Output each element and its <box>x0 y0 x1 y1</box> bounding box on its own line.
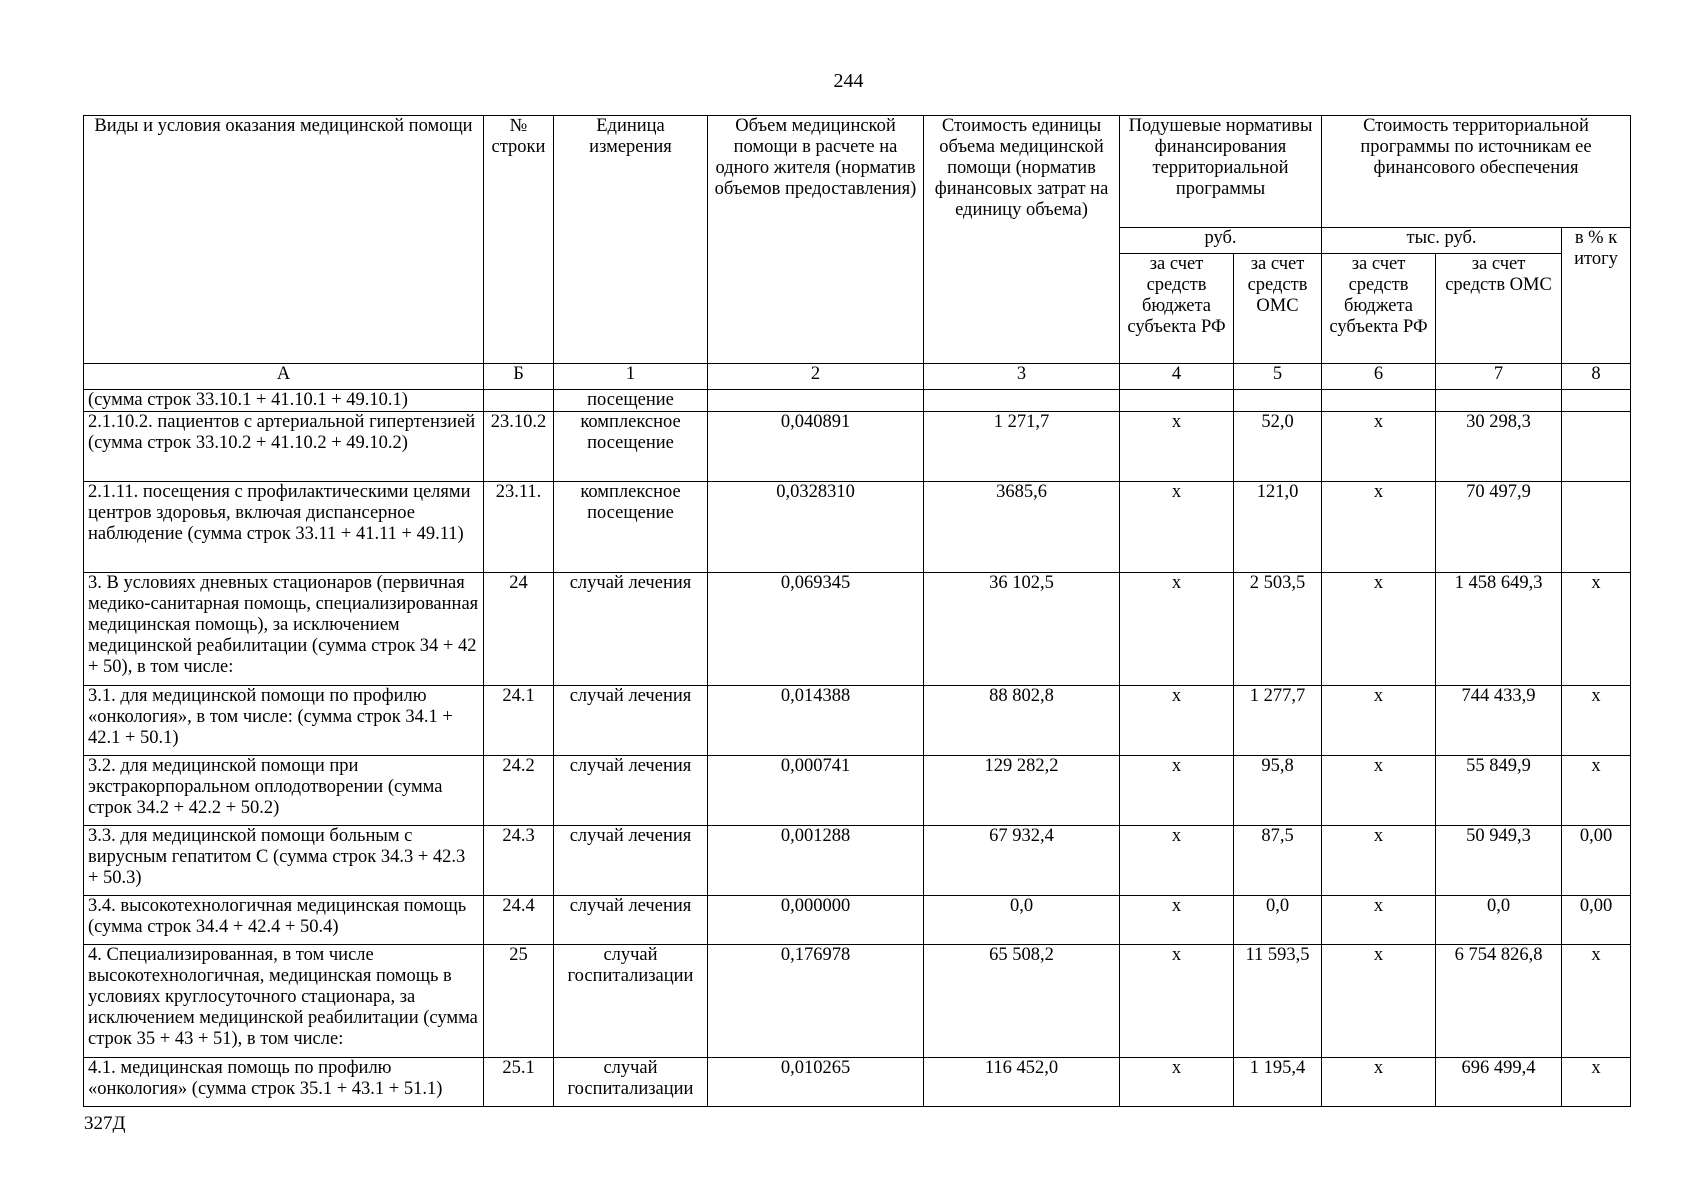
row-line: 24 <box>484 573 554 685</box>
row-unit: случай лечения <box>554 573 708 685</box>
row-col6: х <box>1322 685 1436 755</box>
row-col8: х <box>1562 755 1631 825</box>
header-oms-thous: за счет средств ОМС <box>1436 254 1562 364</box>
row-col5 <box>1234 390 1322 412</box>
row-col6: х <box>1322 412 1436 482</box>
row-col8: х <box>1562 573 1631 685</box>
row-name: 4.1. медицинская помощь по профилю «онкология» (сумма строк 35.1 + 43.1 + 51.1) <box>84 1057 484 1106</box>
row-name: 3.1. для медицинской помощи по профилю «онкология», в том числе: (сумма строк 34.1 + 42.1 + 50.1) <box>84 685 484 755</box>
column-number: 7 <box>1436 364 1562 390</box>
row-col6: х <box>1322 755 1436 825</box>
row-col7: 30 298,3 <box>1436 412 1562 482</box>
row-col8: х <box>1562 1057 1631 1106</box>
row-col5: 87,5 <box>1234 826 1322 896</box>
row-line: 24.4 <box>484 896 554 945</box>
table-row <box>84 573 1631 685</box>
row-col8: х <box>1562 685 1631 755</box>
table-row <box>84 1057 1631 1106</box>
row-col8: 0,00 <box>1562 896 1631 945</box>
row-col8: х <box>1562 945 1631 1057</box>
row-cost: 65 508,2 <box>924 945 1120 1057</box>
row-unit: случай госпитализации <box>554 1057 708 1106</box>
row-col6: х <box>1322 826 1436 896</box>
row-line: 25 <box>484 945 554 1057</box>
table-row <box>84 755 1631 825</box>
row-col7: 55 849,9 <box>1436 755 1562 825</box>
header-program-cost-group: Стоимость территориальной программы по источникам ее финансового обеспечения <box>1322 116 1631 228</box>
column-number: 2 <box>708 364 924 390</box>
header-percent: в % к итогу <box>1562 228 1631 364</box>
row-unit: случай лечения <box>554 826 708 896</box>
row-line: 23.11. <box>484 482 554 573</box>
row-cost: 67 932,4 <box>924 826 1120 896</box>
column-number-row <box>84 364 1631 390</box>
row-col7: 696 499,4 <box>1436 1057 1562 1106</box>
row-col5: 11 593,5 <box>1234 945 1322 1057</box>
row-volume: 0,0328310 <box>708 482 924 573</box>
row-col4: х <box>1120 685 1234 755</box>
row-volume: 0,040891 <box>708 412 924 482</box>
document-code: 327Д <box>84 1113 126 1134</box>
table-row <box>84 826 1631 896</box>
header-per-capita-group: Подушевые нормативы финансирования территориальной программы <box>1120 116 1322 228</box>
row-col4: х <box>1120 945 1234 1057</box>
header-budget-rub: за счет средств бюджета субъекта РФ <box>1120 254 1234 364</box>
column-number: Б <box>484 364 554 390</box>
row-col6: х <box>1322 573 1436 685</box>
page-number: 244 <box>833 70 864 92</box>
row-col4 <box>1120 390 1234 412</box>
row-col4: х <box>1120 755 1234 825</box>
row-cost: 0,0 <box>924 896 1120 945</box>
row-cost: 129 282,2 <box>924 755 1120 825</box>
row-col7: 70 497,9 <box>1436 482 1562 573</box>
row-name: 2.1.10.2. пациентов с артериальной гипертензией (сумма строк 33.10.2 + 41.10.2 + 49.10.2) <box>84 412 484 482</box>
row-col5: 0,0 <box>1234 896 1322 945</box>
header-oms-rub: за счет средств ОМС <box>1234 254 1322 364</box>
row-volume <box>708 390 924 412</box>
column-number: 3 <box>924 364 1120 390</box>
row-unit: случай лечения <box>554 685 708 755</box>
header-type-of-care: Виды и условия оказания медицинской помощи <box>84 116 484 364</box>
row-col6: х <box>1322 945 1436 1057</box>
row-unit: комплексное посещение <box>554 482 708 573</box>
row-col5: 2 503,5 <box>1234 573 1322 685</box>
header-unit-cost: Стоимость единицы объема медицинской помощи (норматив финансовых затрат на единицу объема) <box>924 116 1120 364</box>
row-line: 25.1 <box>484 1057 554 1106</box>
row-name: 3. В условиях дневных стационаров (первичная медико-санитарная помощь, специализированная медицинская помощь), за исключением медицинской реабилитации (сумма строк 34 + 42 + 50), в том числе: <box>84 573 484 685</box>
row-cost <box>924 390 1120 412</box>
column-number: 6 <box>1322 364 1436 390</box>
row-unit: случай госпитализации <box>554 945 708 1057</box>
row-cost: 36 102,5 <box>924 573 1120 685</box>
financing-table <box>83 115 1631 1107</box>
row-col6: х <box>1322 482 1436 573</box>
table-row <box>84 896 1631 945</box>
table-row <box>84 482 1631 573</box>
column-number: 8 <box>1562 364 1631 390</box>
row-col5: 1 277,7 <box>1234 685 1322 755</box>
row-line <box>484 390 554 412</box>
row-unit: случай лечения <box>554 755 708 825</box>
row-name: 2.1.11. посещения с профилактическими целями центров здоровья, включая диспансерное наблюдение (сумма строк 33.11 + 41.11 + 49.11) <box>84 482 484 573</box>
header-unit: Единица измерения <box>554 116 708 364</box>
row-volume: 0,000000 <box>708 896 924 945</box>
row-col8 <box>1562 482 1631 573</box>
row-unit: случай лечения <box>554 896 708 945</box>
row-line: 24.1 <box>484 685 554 755</box>
row-col7: 50 949,3 <box>1436 826 1562 896</box>
header-volume: Объем медицинской помощи в расчете на одного жителя (норматив объемов предоставления) <box>708 116 924 364</box>
row-col8 <box>1562 412 1631 482</box>
row-col4: х <box>1120 896 1234 945</box>
row-col6: х <box>1322 1057 1436 1106</box>
row-col5: 1 195,4 <box>1234 1057 1322 1106</box>
header-budget-thous: за счет средств бюджета субъекта РФ <box>1322 254 1436 364</box>
row-name: 3.4. высокотехнологичная медицинская помощь (сумма строк 34.4 + 42.4 + 50.4) <box>84 896 484 945</box>
column-number: 4 <box>1120 364 1234 390</box>
row-col7: 0,0 <box>1436 896 1562 945</box>
table-row <box>84 945 1631 1057</box>
table-row <box>84 685 1631 755</box>
row-col7: 1 458 649,3 <box>1436 573 1562 685</box>
row-name: 3.2. для медицинской помощи при экстракорпоральном оплодотворении (сумма строк 34.2 + 42.2 + 50.2) <box>84 755 484 825</box>
header-rub: руб. <box>1120 228 1322 254</box>
row-col7 <box>1436 390 1562 412</box>
row-cost: 1 271,7 <box>924 412 1120 482</box>
row-col7: 744 433,9 <box>1436 685 1562 755</box>
row-col6: х <box>1322 896 1436 945</box>
row-unit: комплексное посещение <box>554 412 708 482</box>
row-cost: 88 802,8 <box>924 685 1120 755</box>
row-cost: 116 452,0 <box>924 1057 1120 1106</box>
column-number: 5 <box>1234 364 1322 390</box>
row-col4: х <box>1120 1057 1234 1106</box>
column-number: 1 <box>554 364 708 390</box>
row-volume: 0,000741 <box>708 755 924 825</box>
row-unit: посещение <box>554 390 708 412</box>
row-col4: х <box>1120 573 1234 685</box>
row-col4: х <box>1120 412 1234 482</box>
row-col4: х <box>1120 482 1234 573</box>
row-name: 4. Специализированная, в том числе высокотехнологичная, медицинская помощь в условиях круглосуточного стационара, за исключением медицинской реабилитации (сумма строк 35 + 43 + 51), в том числе: <box>84 945 484 1057</box>
column-number: А <box>84 364 484 390</box>
row-volume: 0,069345 <box>708 573 924 685</box>
row-name: 3.3. для медицинской помощи больным с вирусным гепатитом С (сумма строк 34.3 + 42.3 + 50.3) <box>84 826 484 896</box>
row-col7: 6 754 826,8 <box>1436 945 1562 1057</box>
row-col4: х <box>1120 826 1234 896</box>
row-col6 <box>1322 390 1436 412</box>
header-line-number: № строки <box>484 116 554 364</box>
table-row <box>84 390 1631 412</box>
row-col5: 95,8 <box>1234 755 1322 825</box>
row-volume: 0,014388 <box>708 685 924 755</box>
row-cost: 3685,6 <box>924 482 1120 573</box>
row-col5: 52,0 <box>1234 412 1322 482</box>
row-line: 24.2 <box>484 755 554 825</box>
row-name: (сумма строк 33.10.1 + 41.10.1 + 49.10.1) <box>84 390 484 412</box>
row-col8: 0,00 <box>1562 826 1631 896</box>
row-volume: 0,001288 <box>708 826 924 896</box>
row-volume: 0,176978 <box>708 945 924 1057</box>
row-volume: 0,010265 <box>708 1057 924 1106</box>
row-line: 23.10.2 <box>484 412 554 482</box>
row-col5: 121,0 <box>1234 482 1322 573</box>
header-thous-rub: тыс. руб. <box>1322 228 1562 254</box>
row-col8 <box>1562 390 1631 412</box>
table-row <box>84 412 1631 482</box>
row-line: 24.3 <box>484 826 554 896</box>
